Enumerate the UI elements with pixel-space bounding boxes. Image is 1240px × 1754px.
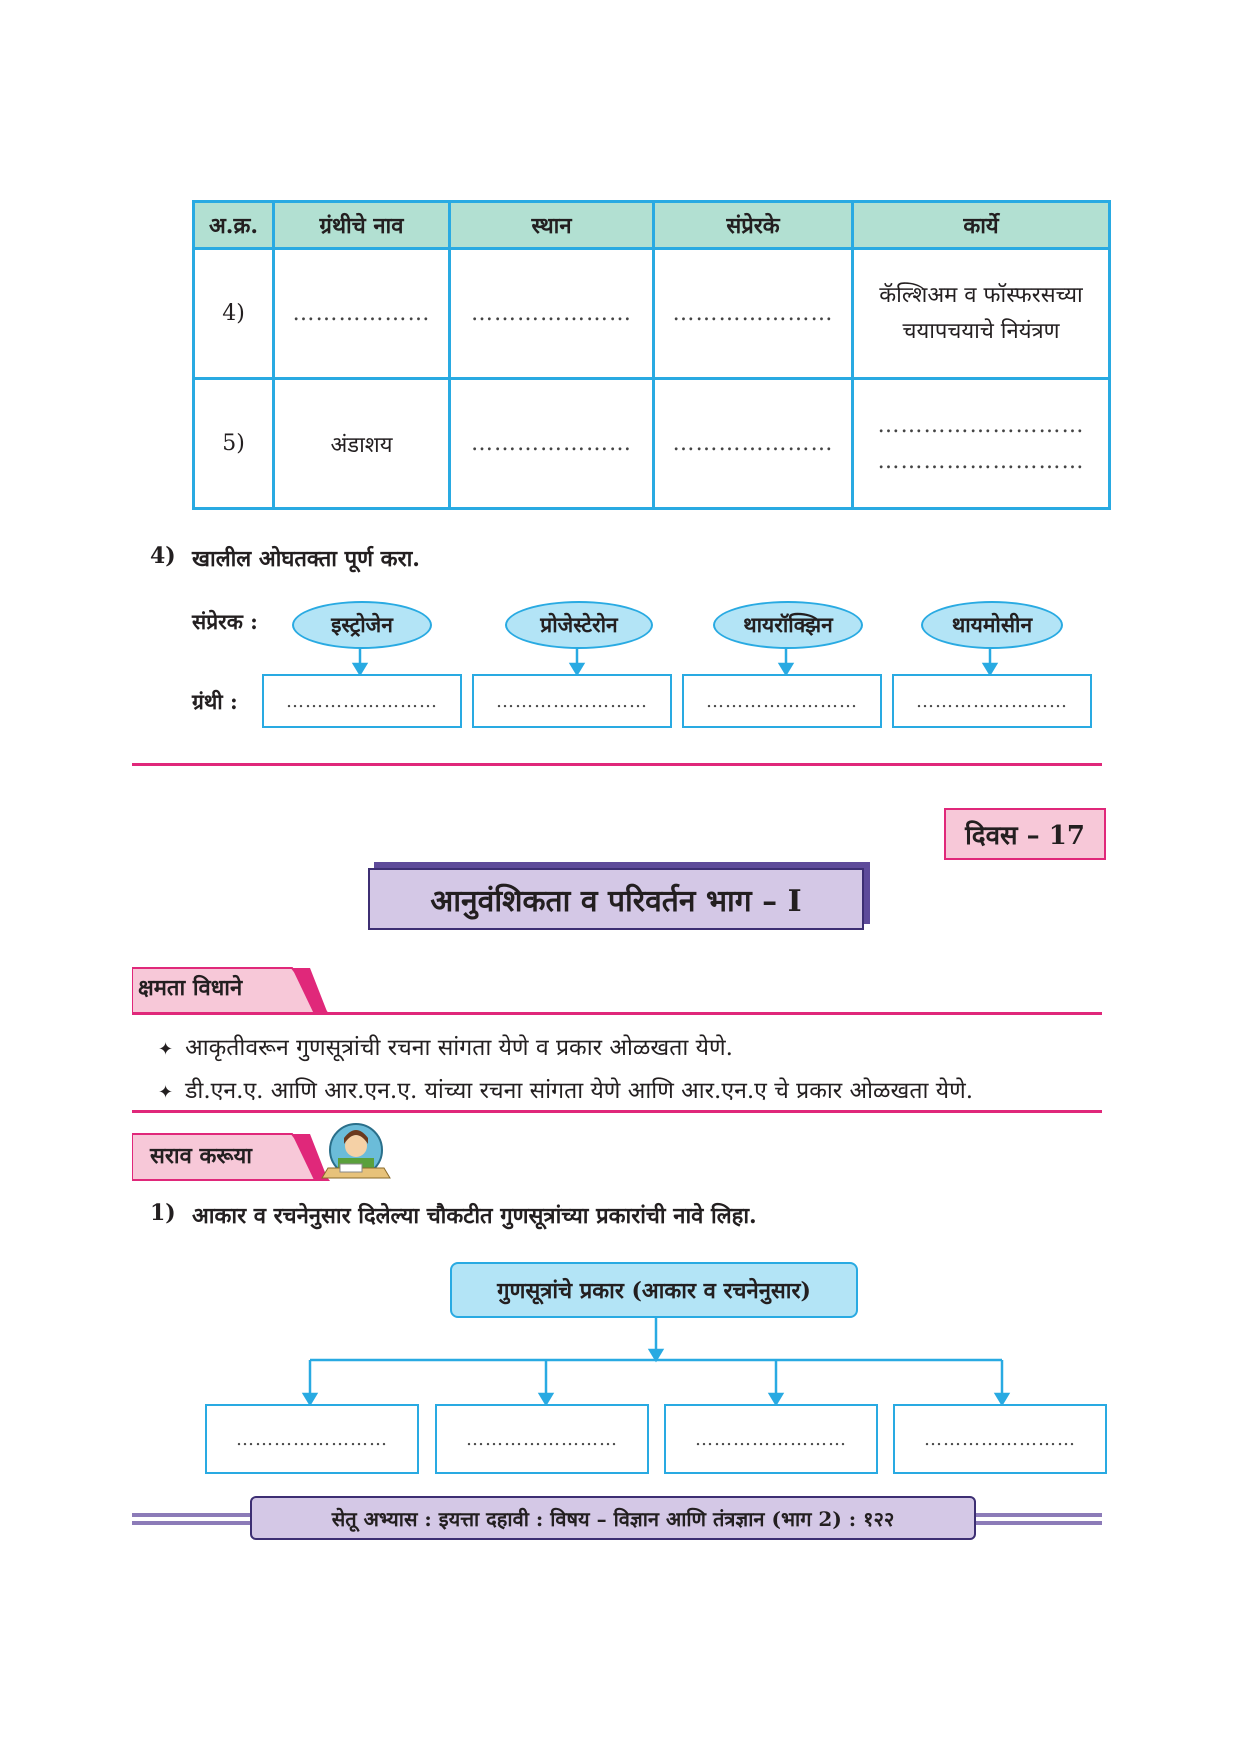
student-writing-icon xyxy=(318,1120,394,1184)
gland-label: ग्रंथी : xyxy=(192,689,238,714)
function-blank-1[interactable]: ……………………… xyxy=(877,412,1085,438)
chromosome-type-blank-1[interactable]: …………………… xyxy=(205,1404,419,1474)
arrow-head-icon xyxy=(780,664,792,674)
chromosome-type-blank-2[interactable]: …………………… xyxy=(435,1404,649,1474)
arrow-head-icon xyxy=(304,1394,316,1404)
header-gland: ग्रंथीचे नाव xyxy=(274,202,450,249)
q4-arrows xyxy=(0,0,1240,760)
bullet-icon: ✦ xyxy=(158,1039,174,1060)
competency-bottom-rule xyxy=(132,1110,1102,1113)
q1-number: 1) xyxy=(150,1200,176,1226)
function-line-2: चयापचयाचे नियंत्रण xyxy=(902,318,1060,344)
header-sr: अ.क्र. xyxy=(194,202,274,249)
arrow-head-icon xyxy=(650,1350,662,1360)
arrow-head-icon xyxy=(354,664,366,674)
arrow-head-icon xyxy=(996,1394,1008,1404)
gland-blank-1[interactable]: …………………… xyxy=(262,674,462,728)
arrow-head-icon xyxy=(571,664,583,674)
chapter-title: आनुवंशिकता व परिवर्तन भाग – I xyxy=(368,868,864,930)
chromosome-type-blank-4[interactable]: …………………… xyxy=(893,1404,1107,1474)
cell-location-blank[interactable]: ………………… xyxy=(450,249,654,379)
hormone-oval-estrogen: इस्ट्रोजेन xyxy=(292,601,432,649)
hormone-oval-thyroxine: थायरॉक्झिन xyxy=(713,601,863,649)
competency-item-text: आकृतीवरून गुणसूत्रांची रचना सांगता येणे व प्रकार ओळखता येणे. xyxy=(185,1035,733,1061)
competency-item-text: डी.एन.ए. आणि आर.एन.ए. यांच्या रचना सांगता येणे आणि आर.एन.ए चे प्रकार ओळखता येणे. xyxy=(185,1078,974,1104)
hormone-oval-progesterone: प्रोजेस्टेरोन xyxy=(505,601,653,649)
cell-sr: 4) xyxy=(194,249,274,379)
cell-gland-blank[interactable]: ……………… xyxy=(274,249,450,379)
q1-connectors xyxy=(0,1310,1240,1410)
bullet-icon: ✦ xyxy=(158,1082,174,1103)
competency-item-2 xyxy=(158,1073,973,1105)
function-line-1: कॅल्शिअम व फॉस्फरसच्या xyxy=(879,282,1083,308)
section-divider xyxy=(132,763,1102,766)
function-blank-2[interactable]: ……………………… xyxy=(877,448,1085,474)
header-location: स्थान xyxy=(450,202,654,249)
cell-location-blank[interactable]: ………………… xyxy=(450,379,654,509)
competency-item-1 xyxy=(158,1030,733,1062)
hormone-label: संप्रेरक : xyxy=(192,609,258,634)
cell-sr: 5) xyxy=(194,379,274,509)
competency-top-rule xyxy=(132,1012,1102,1015)
arrow-head-icon xyxy=(984,664,996,674)
gland-blank-4[interactable]: …………………… xyxy=(892,674,1092,728)
q4-text: खालील ओघतक्ता पूर्ण करा. xyxy=(192,546,420,572)
gland-blank-3[interactable]: …………………… xyxy=(682,674,882,728)
chromosome-type-blank-3[interactable]: …………………… xyxy=(664,1404,878,1474)
cell-gland: अंडाशय xyxy=(274,379,450,509)
gland-blank-2[interactable]: …………………… xyxy=(472,674,672,728)
q1-text: आकार व रचनेनुसार दिलेल्या चौकटीत गुणसूत्रांच्या प्रकारांची नावे लिहा. xyxy=(192,1203,757,1229)
footer-label: सेतू अभ्यास : इयत्ता दहावी : विषय – विज्ञान आणि तंत्रज्ञान (भाग 2) : १२२ xyxy=(250,1496,976,1540)
competency-heading: क्षमता विधाने xyxy=(138,975,243,1001)
chromosome-types-root: गुणसूत्रांचे प्रकार (आकार व रचनेनुसार) xyxy=(450,1262,858,1318)
cell-hormones-blank[interactable]: ………………… xyxy=(654,249,853,379)
q4-number: 4) xyxy=(150,543,176,569)
arrow-head-icon xyxy=(540,1394,552,1404)
hormone-oval-thymosin: थायमोसीन xyxy=(921,601,1063,649)
cell-hormones-blank[interactable]: ………………… xyxy=(654,379,853,509)
day-badge: दिवस – 17 xyxy=(944,808,1106,860)
arrow-head-icon xyxy=(770,1394,782,1404)
header-function: कार्ये xyxy=(853,202,1110,249)
practice-heading: सराव करूया xyxy=(150,1143,252,1169)
header-hormones: संप्रेरके xyxy=(654,202,853,249)
